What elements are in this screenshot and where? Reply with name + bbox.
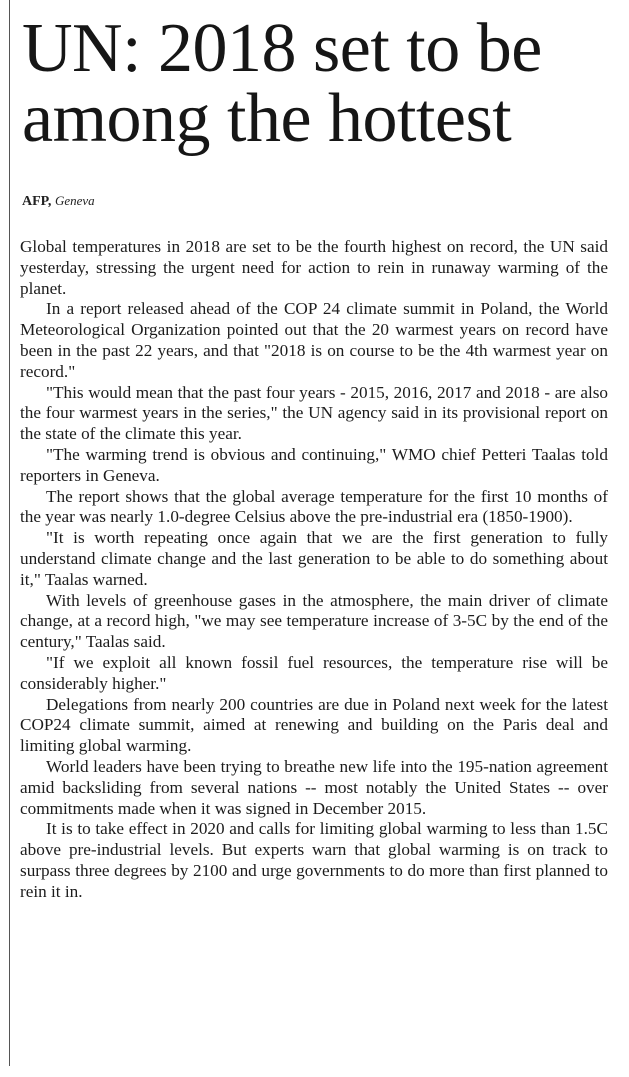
paragraph: "If we exploit all known fossil fuel resources, the temperature rise will be considerably higher." [20, 652, 608, 693]
byline-agency: AFP, [22, 194, 52, 209]
paragraph: Delegations from nearly 200 countries are due in Poland next week for the latest COP24 climate summit, aimed at renewing and building on the Paris deal and limiting global warming. [20, 694, 608, 756]
paragraph: Global temperatures in 2018 are set to be the fourth highest on record, the UN said yesterday, stressing the urgent need for action to rein in runaway warming of the planet. [20, 237, 608, 298]
paragraph: The report shows that the global average temperature for the first 10 months of the year was nearly 1.0-degree Celsius above the pre-industrial era (1850-1900). [20, 486, 608, 527]
paragraph: "It is worth repeating once again that we are the first generation to fully understand climate change and the last generation to be able to do something about it," Taalas warned. [20, 528, 608, 589]
paragraph: In a report released ahead of the COP 24 climate summit in Poland, the World Meteorological Organization pointed out that the 20 warmest years on record have been in the past 22 years, and that "2018 is on course to be the 4th warmest year on record." [20, 299, 608, 381]
headline-line-2: among the hottest [22, 80, 512, 157]
paragraph: It is to take effect in 2020 and calls for limiting global warming to less than 1.5C above pre-industrial levels. But experts warn that global warming is on track to surpass three degrees by 2100 and urge governments to do more than first planned to rein it in. [20, 819, 608, 901]
paragraph: "The warming trend is obvious and continuing," WMO chief Petteri Taalas told reporters in Geneva. [20, 444, 608, 485]
byline [22, 193, 95, 210]
byline-dateline: Geneva [54, 193, 95, 208]
headline [22, 10, 622, 157]
headline-line-1: UN: 2018 set to be [22, 10, 542, 87]
article-body [20, 237, 608, 903]
paragraph: World leaders have been trying to breathe new life into the 195-nation agreement amid backsliding from several nations -- most notably the United States -- over commitments made when it was signed in December 2015. [20, 756, 608, 818]
paragraph: "This would mean that the past four years - 2015, 2016, 2017 and 2018 - are also the four warmest years in the series," the UN agency said in its provisional report on the state of the climate this year. [20, 382, 608, 444]
column-rule [9, 0, 10, 1066]
paragraph: With levels of greenhouse gases in the atmosphere, the main driver of climate change, at a record high, "we may see temperature increase of 3-5C by the end of the century," Taalas said. [20, 590, 608, 652]
